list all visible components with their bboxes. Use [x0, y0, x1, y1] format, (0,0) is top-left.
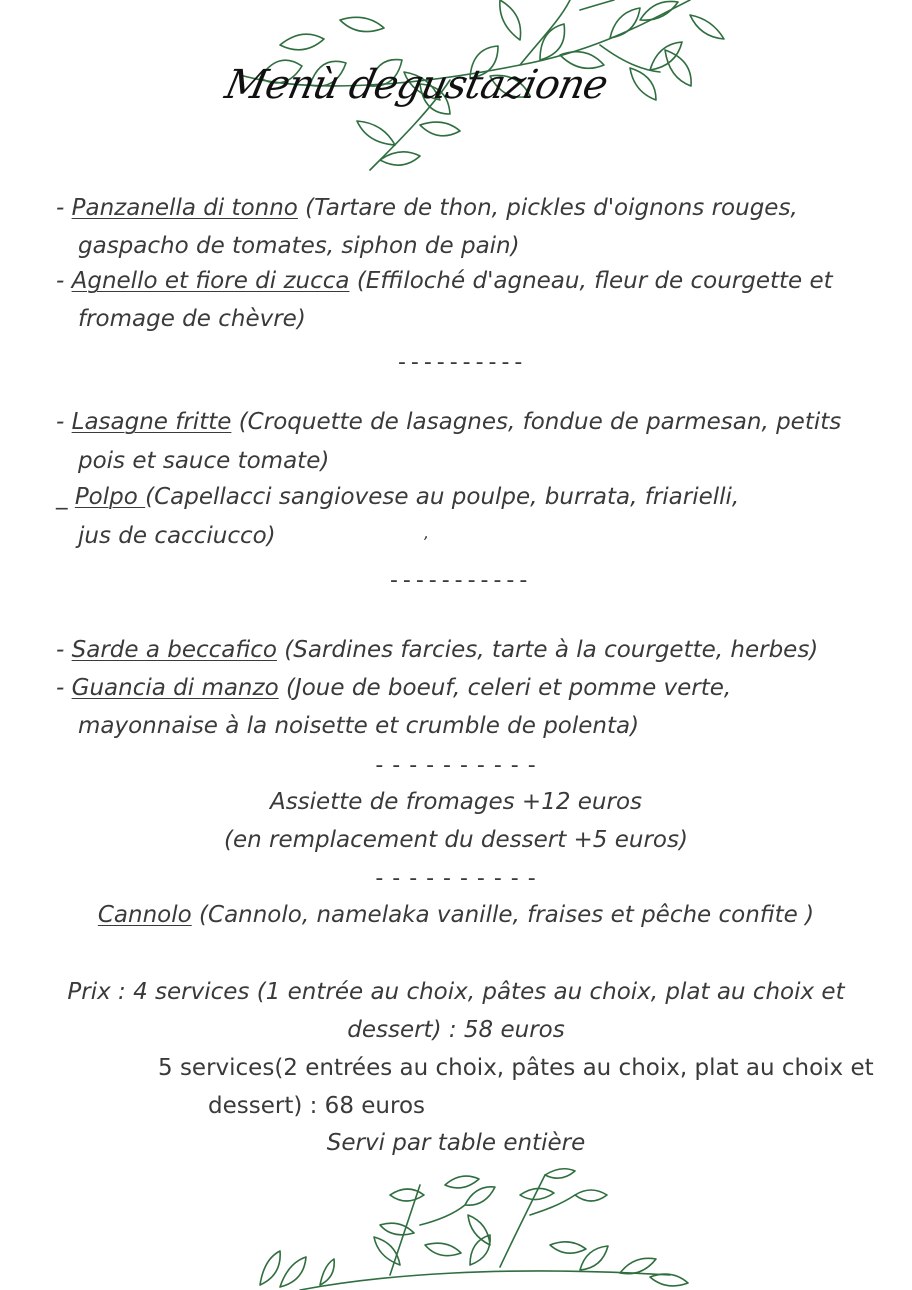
- menu-item-lasagne: [56, 411, 841, 434]
- dish-description: (Cannolo, namelaka vanille, fraises et pêche confite ): [191, 902, 815, 928]
- dish-description-continued: mayonnaise à la noisette et crumble de polenta): [78, 713, 640, 739]
- dish-name: Cannolo: [97, 902, 192, 928]
- menu-item-panzanella: [56, 197, 798, 220]
- service-note: Servi par table entière: [326, 1130, 586, 1156]
- cheese-option: Assiette de fromages +12 euros: [269, 789, 643, 815]
- price-line: 5 services(2 entrées au choix, pâtes au choix, plat au choix et: [158, 1055, 874, 1081]
- separator: - - - - - - - - - -: [375, 866, 537, 891]
- separator: - - - - - - - - - -: [375, 753, 537, 778]
- dish-name: Sarde a beccafico: [71, 637, 277, 663]
- item-dash: -: [56, 409, 72, 435]
- dish-name: Polpo: [74, 484, 146, 510]
- separator: - - - - - - - - - - -: [390, 568, 527, 593]
- menu-item-agnello: [56, 270, 833, 293]
- price-line: dessert) : 58 euros: [347, 1017, 565, 1043]
- dish-description-continued: jus de cacciucco): [78, 523, 276, 549]
- item-dash: -: [56, 268, 72, 294]
- dish-name: Guancia di manzo: [71, 675, 279, 701]
- dish-name: Panzanella di tonno: [71, 195, 298, 221]
- page-title: Menù degustazione: [221, 62, 612, 108]
- item-dash: -: [56, 195, 72, 221]
- menu-item-polpo: [56, 486, 739, 509]
- menu-item-cannolo: [0, 904, 912, 927]
- separator: - - - - - - - - - -: [398, 350, 522, 375]
- item-dash: -: [56, 675, 72, 701]
- vine-bottom-decoration-icon: [240, 1165, 700, 1290]
- price-line: dessert) : 68 euros: [208, 1093, 425, 1119]
- menu-item-sarde: [56, 639, 818, 662]
- dish-name: Lasagne fritte: [71, 409, 232, 435]
- dish-description-continued: fromage de chèvre): [78, 306, 306, 332]
- stray-mark: ,: [424, 523, 430, 542]
- dish-description: (Joue de boeuf, celeri et pomme verte,: [278, 675, 732, 701]
- cheese-option-note: (en remplacement du dessert +5 euros): [224, 827, 688, 853]
- dish-description: (Tartare de thon, pickles d'oignons rouges,: [297, 195, 798, 221]
- menu-item-guancia: [56, 677, 731, 700]
- price-line: Prix : 4 services (1 entrée au choix, pâtes au choix, plat au choix et: [67, 979, 845, 1005]
- dish-description-continued: gaspacho de tomates, siphon de pain): [78, 233, 520, 259]
- item-dash: -: [56, 637, 72, 663]
- dish-description: (Effiloché d'agneau, fleur de courgette et: [349, 268, 833, 294]
- dish-description: (Capellacci sangiovese au poulpe, burrata, friarielli,: [145, 484, 740, 510]
- item-dash: _: [56, 484, 75, 510]
- dish-description: (Croquette de lasagnes, fondue de parmesan, petits: [231, 409, 842, 435]
- dish-name: Agnello et fiore di zucca: [71, 268, 350, 294]
- dish-description: (Sardines farcies, tarte à la courgette, herbes): [276, 637, 819, 663]
- dish-description-continued: pois et sauce tomate): [78, 448, 330, 474]
